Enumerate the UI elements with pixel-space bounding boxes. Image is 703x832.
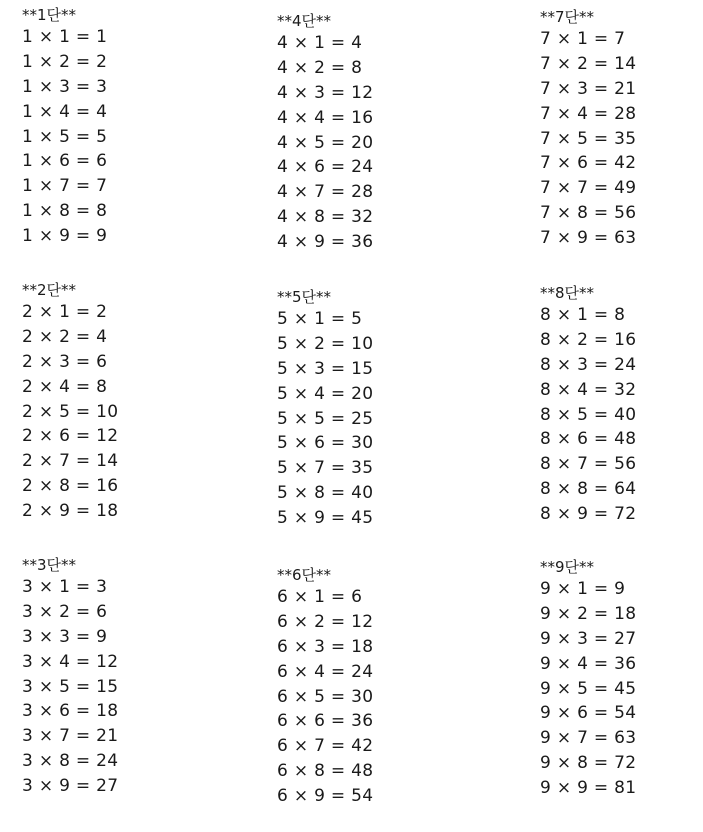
equation-line: 3 × 3 = 9 bbox=[22, 626, 108, 647]
equation-line: 7 × 4 = 28 bbox=[540, 103, 637, 124]
equation-line: 5 × 2 = 10 bbox=[277, 333, 374, 354]
equation-line: 5 × 3 = 15 bbox=[277, 358, 374, 379]
equation-line: 7 × 3 = 21 bbox=[540, 78, 637, 99]
equation-line: 2 × 1 = 2 bbox=[22, 302, 108, 322]
equation-line: 4 × 6 = 24 bbox=[277, 157, 374, 178]
times-table-8 bbox=[540, 284, 636, 527]
times-table-7 bbox=[540, 8, 636, 251]
equation-line: 5 × 7 = 35 bbox=[277, 458, 374, 479]
table-heading: **3단** bbox=[22, 556, 77, 574]
equation-line: 2 × 2 = 4 bbox=[22, 326, 108, 347]
equation-line: 9 × 2 = 18 bbox=[540, 603, 637, 624]
equation-line: 6 × 8 = 48 bbox=[277, 761, 374, 782]
equation-line: 7 × 6 = 42 bbox=[540, 153, 637, 174]
equation-line: 1 × 5 = 5 bbox=[22, 126, 108, 147]
equation-line: 1 × 7 = 7 bbox=[22, 176, 108, 197]
table-heading: **7단** bbox=[540, 8, 595, 26]
times-table-3 bbox=[22, 556, 118, 799]
equation-line: 5 × 8 = 40 bbox=[277, 483, 374, 504]
equation-line: 9 × 3 = 27 bbox=[540, 628, 637, 649]
equation-line: 3 × 2 = 6 bbox=[22, 601, 108, 622]
equation-line: 1 × 8 = 8 bbox=[22, 201, 108, 222]
equation-line: 9 × 9 = 81 bbox=[540, 778, 637, 799]
times-table-1 bbox=[22, 6, 107, 249]
equation-line: 8 × 4 = 32 bbox=[540, 379, 637, 400]
equation-line: 5 × 6 = 30 bbox=[277, 433, 374, 454]
equation-line: 8 × 5 = 40 bbox=[540, 404, 637, 425]
equation-line: 3 × 9 = 27 bbox=[22, 776, 119, 797]
equation-line: 9 × 8 = 72 bbox=[540, 753, 637, 774]
equation-line: 9 × 7 = 63 bbox=[540, 728, 637, 749]
times-table-5 bbox=[277, 288, 373, 531]
equation-line: 3 × 8 = 24 bbox=[22, 751, 119, 772]
equation-line: 4 × 8 = 32 bbox=[277, 207, 374, 228]
equation-line: 7 × 7 = 49 bbox=[540, 178, 637, 199]
equation-line: 4 × 1 = 4 bbox=[277, 33, 363, 53]
equation-line: 8 × 8 = 64 bbox=[540, 479, 637, 500]
equation-line: 4 × 7 = 28 bbox=[277, 182, 374, 203]
equation-line: 6 × 9 = 54 bbox=[277, 786, 374, 807]
equation-line: 3 × 1 = 3 bbox=[22, 577, 108, 597]
equation-line: 5 × 5 = 25 bbox=[277, 408, 374, 429]
equation-line: 4 × 2 = 8 bbox=[277, 57, 363, 78]
equation-line: 3 × 6 = 18 bbox=[22, 701, 119, 722]
equation-line: 2 × 3 = 6 bbox=[22, 351, 108, 372]
equation-line: 7 × 8 = 56 bbox=[540, 203, 637, 224]
equation-line: 1 × 6 = 6 bbox=[22, 151, 108, 172]
equation-line: 6 × 5 = 30 bbox=[277, 686, 374, 707]
equation-line: 8 × 1 = 8 bbox=[540, 305, 626, 325]
equation-line: 1 × 3 = 3 bbox=[22, 76, 108, 97]
equation-line: 4 × 5 = 20 bbox=[277, 132, 374, 153]
table-heading: **5단** bbox=[277, 288, 332, 306]
equation-line: 2 × 5 = 10 bbox=[22, 401, 119, 422]
equation-line: 2 × 9 = 18 bbox=[22, 501, 119, 522]
equation-line: 4 × 3 = 12 bbox=[277, 82, 374, 103]
equation-line: 3 × 7 = 21 bbox=[22, 726, 119, 747]
equation-line: 2 × 7 = 14 bbox=[22, 451, 119, 472]
equation-line: 1 × 9 = 9 bbox=[22, 226, 108, 247]
equation-line: 5 × 9 = 45 bbox=[277, 508, 374, 529]
times-table-4 bbox=[277, 12, 373, 255]
equation-line: 4 × 4 = 16 bbox=[277, 107, 374, 128]
times-table-6 bbox=[277, 566, 373, 809]
equation-line: 1 × 1 = 1 bbox=[22, 27, 108, 47]
table-heading: **1단** bbox=[22, 6, 77, 24]
equation-line: 7 × 1 = 7 bbox=[540, 29, 626, 49]
equation-line: 3 × 4 = 12 bbox=[22, 651, 119, 672]
equation-line: 8 × 6 = 48 bbox=[540, 429, 637, 450]
times-table-9 bbox=[540, 558, 636, 801]
equation-line: 1 × 4 = 4 bbox=[22, 101, 108, 122]
equation-line: 8 × 3 = 24 bbox=[540, 354, 637, 375]
equation-line: 4 × 9 = 36 bbox=[277, 232, 374, 253]
table-heading: **2단** bbox=[22, 281, 77, 299]
equation-line: 8 × 7 = 56 bbox=[540, 454, 637, 475]
table-heading: **4단** bbox=[277, 12, 332, 30]
equation-line: 9 × 5 = 45 bbox=[540, 678, 637, 699]
equation-line: 6 × 3 = 18 bbox=[277, 636, 374, 657]
equation-line: 2 × 6 = 12 bbox=[22, 426, 119, 447]
equation-line: 6 × 6 = 36 bbox=[277, 711, 374, 732]
equation-line: 6 × 2 = 12 bbox=[277, 611, 374, 632]
equation-line: 1 × 2 = 2 bbox=[22, 51, 108, 72]
equation-line: 9 × 4 = 36 bbox=[540, 653, 637, 674]
equation-line: 7 × 5 = 35 bbox=[540, 128, 637, 149]
equation-line: 3 × 5 = 15 bbox=[22, 676, 119, 697]
table-heading: **8단** bbox=[540, 284, 595, 302]
equation-line: 5 × 4 = 20 bbox=[277, 383, 374, 404]
equation-line: 9 × 6 = 54 bbox=[540, 703, 637, 724]
equation-line: 6 × 7 = 42 bbox=[277, 736, 374, 757]
equation-line: 7 × 9 = 63 bbox=[540, 228, 637, 249]
equation-line: 5 × 1 = 5 bbox=[277, 309, 363, 329]
equation-line: 8 × 9 = 72 bbox=[540, 504, 637, 525]
equation-line: 6 × 4 = 24 bbox=[277, 661, 374, 682]
table-heading: **6단** bbox=[277, 566, 332, 584]
equation-line: 2 × 8 = 16 bbox=[22, 476, 119, 497]
equation-line: 6 × 1 = 6 bbox=[277, 587, 363, 607]
equation-line: 8 × 2 = 16 bbox=[540, 329, 637, 350]
table-heading: **9단** bbox=[540, 558, 595, 576]
times-table-2 bbox=[22, 281, 118, 524]
equation-line: 9 × 1 = 9 bbox=[540, 579, 626, 599]
equation-line: 7 × 2 = 14 bbox=[540, 53, 637, 74]
equation-line: 2 × 4 = 8 bbox=[22, 376, 108, 397]
